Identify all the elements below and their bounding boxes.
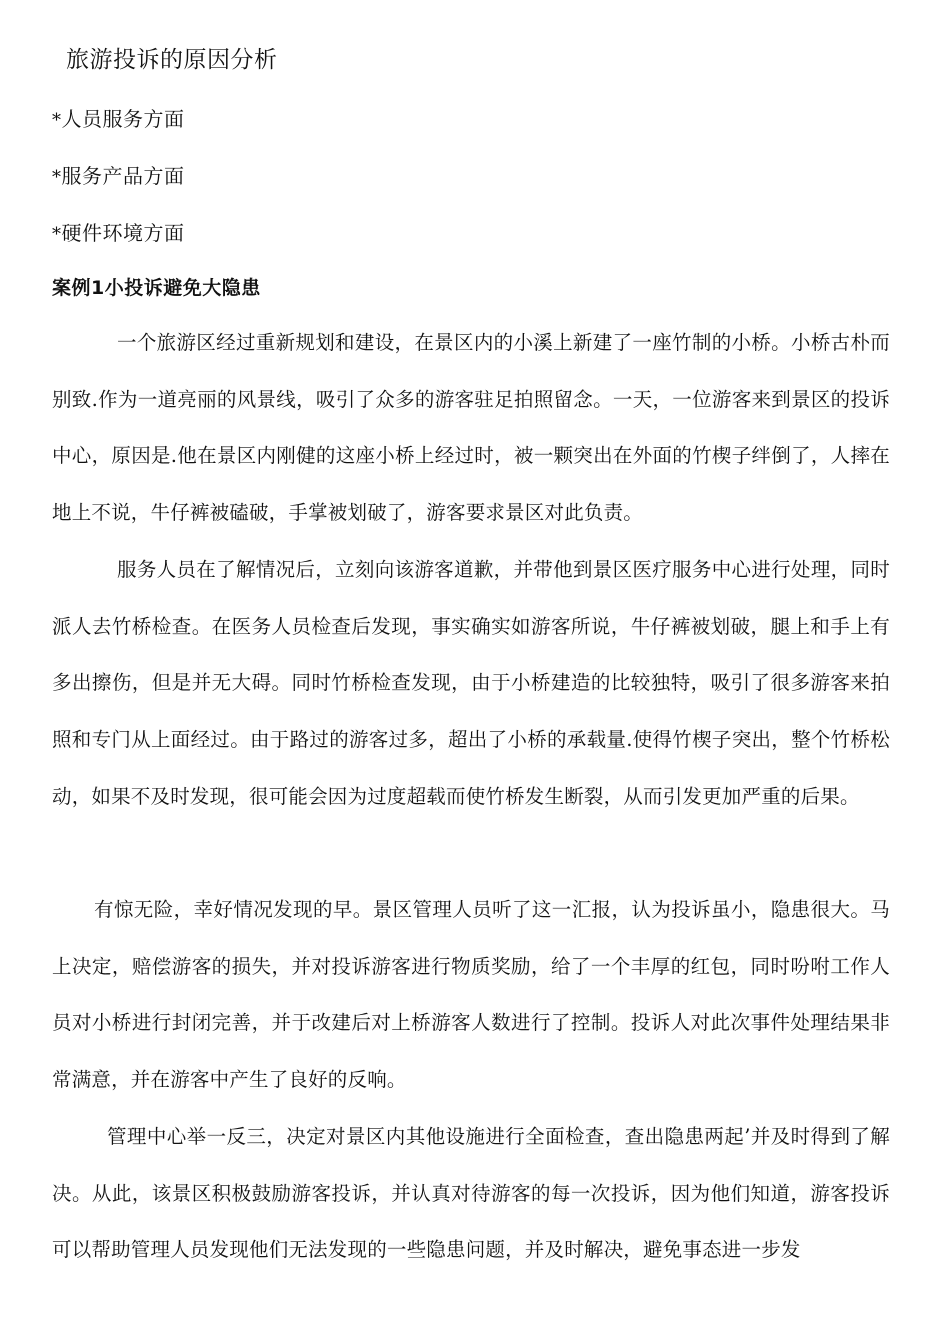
bullet-marker: * [52,110,62,131]
case-heading: 案例1小投诉避免大隐患 [52,277,261,299]
bullet-text: 人员服务方面 [61,107,185,131]
bullet-text: 服务产品方面 [61,164,185,188]
document-title: 旅游投诉的原因分析 [66,47,278,73]
paragraph-investigation: 服务人员在了解情况后，立刻向该游客道歉，并带他到景区医疗服务中心进行处理，同时派人去竹桥检查。在医务人员检查后发现，事实确实如游客所说，牛仔裤被划破，腿上和手上有多出擦伤，但是并无大碍。同时竹桥检查发现，由于小桥建造的比较独特，吸引了很多游客来拍照和专门从上面经过。由于路过的游客过多，超出了小桥的承载量.使得竹楔子突出，整个竹桥松动，如果不及时发现，很可能会因为过度超载而使竹桥发生断裂，从而引发更加严重的后果。 [52,558,890,808]
paragraph-incident: 一个旅游区经过重新规划和建设，在景区内的小溪上新建了一座竹制的小桥。小桥古朴而别致.作为一道亮丽的风景线，吸引了众多的游客驻足拍照留念。一天，一位游客来到景区的投诉中心，原因是.他在景区内刚健的这座小桥上经过时，被一颗突出在外面的竹楔子绊倒了，人摔在地上不说，牛仔裤被磕破，手掌被划破了，游客要求景区对此负责。 [52,331,890,525]
paragraph-follow-up: 管理中心举一反三，决定对景区内其他设施进行全面检查，查出隐患两起’并及时得到了解决。从此，该景区积极鼓励游客投诉，并认真对待游客的每一次投诉，因为他们知道，游客投诉可以帮助管理人员发现他们无法发现的一些隐患问题，并及时解决，避免事态进一步发 [52,1125,890,1262]
bullet-text: 硬件环境方面 [61,221,185,245]
paragraph-resolution: 有惊无险，幸好情况发现的早。景区管理人员听了这一汇报，认为投诉虽小，隐患很大。马上决定，赔偿游客的损失，并对投诉游客进行物质奖励，给了一个丰厚的红包，同时吩咐工作人员对小桥进行封闭完善，并于改建后对上桥游客人数进行了控制。投诉人对此次事件处理结果非常满意，并在游客中产生了良好的反响。 [52,898,890,1092]
bullet-marker: * [52,224,62,245]
bullet-item-service-products [52,160,185,189]
bullet-marker: * [52,167,62,188]
bullet-item-hardware-environment [52,217,185,246]
bullet-item-personnel-service [52,103,185,132]
